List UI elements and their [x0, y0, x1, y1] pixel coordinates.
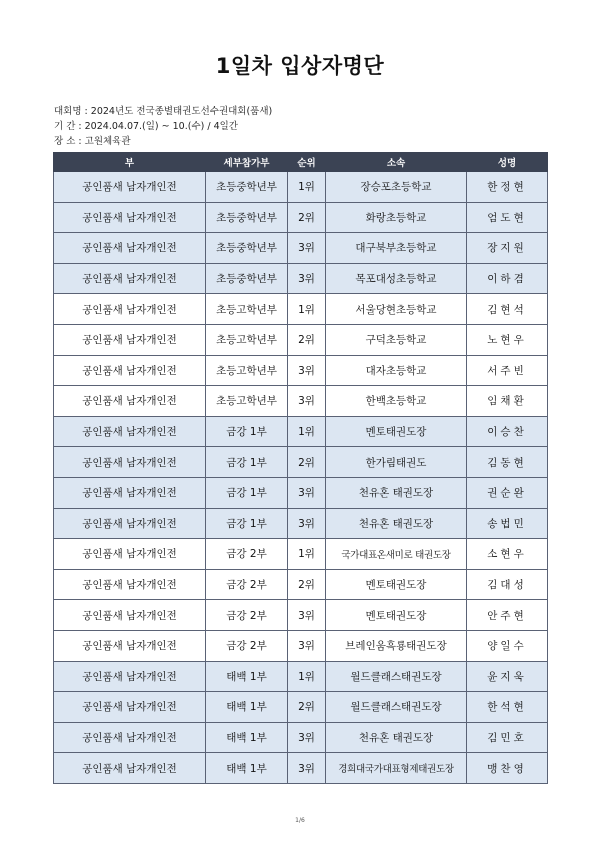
table-header-row: [54, 153, 548, 172]
table-row: [54, 172, 548, 203]
cell-name: 소현우: [467, 539, 548, 570]
cell-division: 공인품새 남자개인전: [54, 172, 206, 203]
cell-rank: 1위: [288, 416, 326, 447]
table-row: [54, 722, 548, 753]
cell-division: 공인품새 남자개인전: [54, 630, 206, 661]
cell-rank: 2위: [288, 447, 326, 478]
table-row: [54, 477, 548, 508]
cell-rank: 3위: [288, 477, 326, 508]
cell-rank: 2위: [288, 569, 326, 600]
cell-team: 멘토태권도장: [326, 600, 467, 631]
cell-name: 김동현: [467, 447, 548, 478]
cell-name: 임채환: [467, 386, 548, 417]
table-row: [54, 324, 548, 355]
header-rank: 순위: [288, 153, 326, 172]
cell-rank: 3위: [288, 508, 326, 539]
cell-sub-division: 금강 1부: [206, 508, 288, 539]
period-label: 기 간 :: [54, 121, 82, 132]
cell-name: 김현석: [467, 294, 548, 325]
cell-rank: 2위: [288, 692, 326, 723]
cell-team: 한백초등학교: [326, 386, 467, 417]
cell-name: 이하겸: [467, 263, 548, 294]
cell-division: 공인품새 남자개인전: [54, 569, 206, 600]
cell-rank: 3위: [288, 263, 326, 294]
table-row: [54, 386, 548, 417]
table-row: [54, 661, 548, 692]
cell-team: 천유혼 태권도장: [326, 508, 467, 539]
cell-division: 공인품새 남자개인전: [54, 508, 206, 539]
cell-name: 안주현: [467, 600, 548, 631]
cell-sub-division: 초등중학년부: [206, 202, 288, 233]
table-body: [54, 172, 548, 784]
cell-name: 맹찬영: [467, 753, 548, 784]
cell-sub-division: 초등중학년부: [206, 263, 288, 294]
cell-division: 공인품새 남자개인전: [54, 692, 206, 723]
cell-team: 멘토태권도장: [326, 569, 467, 600]
venue-label: 장 소 :: [54, 136, 82, 147]
cell-rank: 3위: [288, 600, 326, 631]
cell-sub-division: 태백 1부: [206, 753, 288, 784]
table-row: [54, 416, 548, 447]
header-team: 소속: [326, 153, 467, 172]
cell-name: 송법민: [467, 508, 548, 539]
cell-sub-division: 금강 1부: [206, 447, 288, 478]
cell-rank: 1위: [288, 539, 326, 570]
page-number: 1/6: [295, 817, 305, 824]
cell-team: 월드클래스태권도장: [326, 692, 467, 723]
cell-name: 양일수: [467, 630, 548, 661]
cell-sub-division: 금강 2부: [206, 539, 288, 570]
table-row: [54, 569, 548, 600]
cell-name: 한석현: [467, 692, 548, 723]
cell-name: 권순완: [467, 477, 548, 508]
cell-name: 서주빈: [467, 355, 548, 386]
cell-rank: 3위: [288, 722, 326, 753]
cell-team: 서울당현초등학교: [326, 294, 467, 325]
cell-division: 공인품새 남자개인전: [54, 416, 206, 447]
cell-division: 공인품새 남자개인전: [54, 600, 206, 631]
cell-division: 공인품새 남자개인전: [54, 477, 206, 508]
cell-sub-division: 초등고학년부: [206, 355, 288, 386]
cell-team: 한가림태권도: [326, 447, 467, 478]
cell-team: 브레인움흑룡태권도장: [326, 630, 467, 661]
cell-rank: 1위: [288, 172, 326, 203]
cell-division: 공인품새 남자개인전: [54, 447, 206, 478]
cell-division: 공인품새 남자개인전: [54, 263, 206, 294]
cell-rank: 3위: [288, 233, 326, 264]
cell-sub-division: 초등중학년부: [206, 233, 288, 264]
cell-name: 한정현: [467, 172, 548, 203]
cell-rank: 2위: [288, 324, 326, 355]
cell-rank: 3위: [288, 355, 326, 386]
cell-name: 장지원: [467, 233, 548, 264]
table-row: [54, 539, 548, 570]
cell-sub-division: 태백 1부: [206, 661, 288, 692]
venue-value: 고원체육관: [84, 136, 131, 147]
cell-division: 공인품새 남자개인전: [54, 661, 206, 692]
cell-division: 공인품새 남자개인전: [54, 202, 206, 233]
cell-division: 공인품새 남자개인전: [54, 294, 206, 325]
cell-team: 천유혼 태권도장: [326, 477, 467, 508]
cell-rank: 3위: [288, 386, 326, 417]
cell-division: 공인품새 남자개인전: [54, 722, 206, 753]
table-row: [54, 600, 548, 631]
cell-name: 김민호: [467, 722, 548, 753]
cell-division: 공인품새 남자개인전: [54, 233, 206, 264]
cell-sub-division: 금강 2부: [206, 569, 288, 600]
cell-name: 노현우: [467, 324, 548, 355]
page-title: 1일차 입상자명단: [215, 54, 385, 78]
cell-division: 공인품새 남자개인전: [54, 324, 206, 355]
cell-sub-division: 태백 1부: [206, 722, 288, 753]
cell-name: 김대성: [467, 569, 548, 600]
cell-team: 화랑초등학교: [326, 202, 467, 233]
event-value: 2024년도 전국종별태권도선수권대회(품새): [90, 106, 273, 117]
cell-sub-division: 초등고학년부: [206, 294, 288, 325]
winners-table: [53, 152, 548, 784]
table-row: [54, 630, 548, 661]
cell-team: 대구북부초등학교: [326, 233, 467, 264]
cell-sub-division: 초등중학년부: [206, 172, 288, 203]
table-row: [54, 508, 548, 539]
cell-sub-division: 초등고학년부: [206, 386, 288, 417]
cell-sub-division: 태백 1부: [206, 692, 288, 723]
cell-rank: 1위: [288, 294, 326, 325]
cell-sub-division: 초등고학년부: [206, 324, 288, 355]
cell-name: 이승찬: [467, 416, 548, 447]
cell-name: 윤지욱: [467, 661, 548, 692]
cell-division: 공인품새 남자개인전: [54, 753, 206, 784]
table-row: [54, 753, 548, 784]
table-row: [54, 355, 548, 386]
cell-rank: 3위: [288, 630, 326, 661]
event-info: [54, 103, 272, 117]
cell-division: 공인품새 남자개인전: [54, 386, 206, 417]
cell-division: 공인품새 남자개인전: [54, 355, 206, 386]
cell-sub-division: 금강 1부: [206, 477, 288, 508]
cell-sub-division: 금강 2부: [206, 630, 288, 661]
cell-division: 공인품새 남자개인전: [54, 539, 206, 570]
cell-team: 장승포초등학교: [326, 172, 467, 203]
cell-rank: 1위: [288, 661, 326, 692]
header-name: 성명: [467, 153, 548, 172]
header-sub-division: 세부참가부: [206, 153, 288, 172]
event-label: 대회명 :: [54, 106, 88, 117]
table-row: [54, 447, 548, 478]
cell-team: 멘토태권도장: [326, 416, 467, 447]
period-info: [54, 118, 238, 132]
cell-rank: 3위: [288, 753, 326, 784]
cell-team: 구덕초등학교: [326, 324, 467, 355]
cell-team: 월드클래스태권도장: [326, 661, 467, 692]
table-row: [54, 294, 548, 325]
cell-team: 대자초등학교: [326, 355, 467, 386]
header-division: 부: [54, 153, 206, 172]
cell-team: 천유혼 태권도장: [326, 722, 467, 753]
table-row: [54, 263, 548, 294]
venue-info: [54, 133, 131, 147]
cell-team: 목포대성초등학교: [326, 263, 467, 294]
table-row: [54, 233, 548, 264]
cell-team: 경희대국가대표형제태권도장: [326, 753, 467, 784]
period-value: 2024.04.07.(일) ~ 10.(수) / 4일간: [84, 121, 238, 132]
cell-sub-division: 금강 1부: [206, 416, 288, 447]
cell-sub-division: 금강 2부: [206, 600, 288, 631]
cell-team: 국가대표온새미로 태권도장: [326, 539, 467, 570]
cell-name: 엄도현: [467, 202, 548, 233]
cell-rank: 2위: [288, 202, 326, 233]
table-row: [54, 202, 548, 233]
table-row: [54, 692, 548, 723]
